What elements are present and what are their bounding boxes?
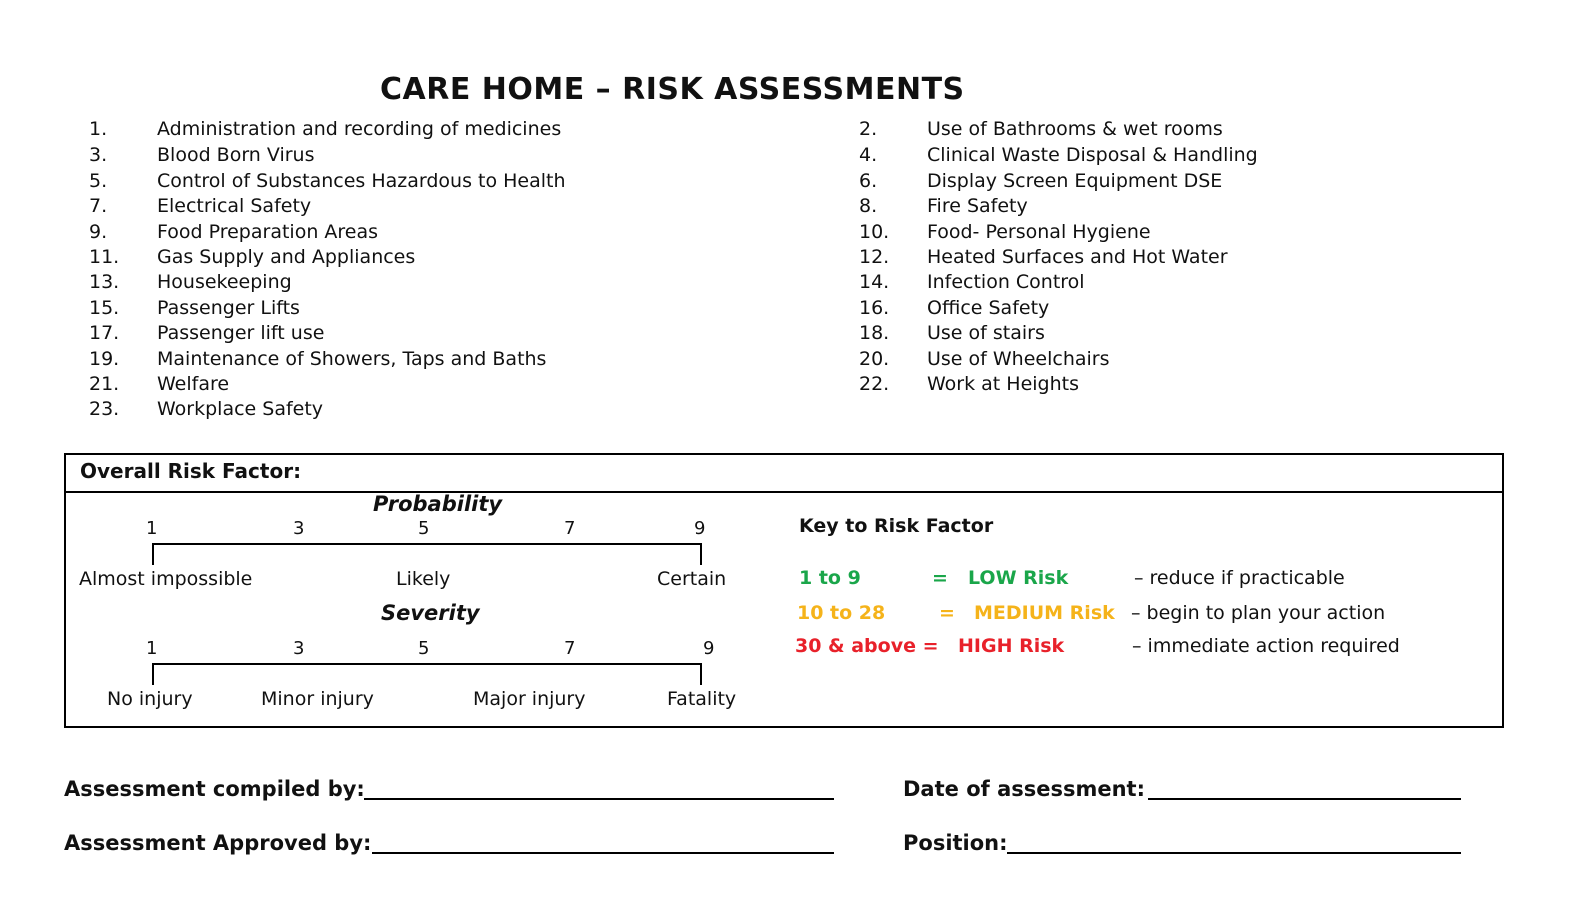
probability-tick: 7 bbox=[564, 518, 576, 539]
assessment-number: 12. bbox=[859, 246, 890, 268]
risk-key-equals: = bbox=[932, 567, 948, 589]
assessment-label: Use of Bathrooms & wet rooms bbox=[927, 118, 1223, 140]
risk-key-range: 1 to 9 bbox=[799, 567, 861, 589]
assessment-number: 23. bbox=[89, 398, 120, 420]
date-of-assessment-label: Date of assessment: bbox=[903, 777, 1145, 801]
severity-tick: 1 bbox=[146, 638, 158, 659]
risk-key-level: LOW Risk bbox=[968, 567, 1069, 589]
severity-scale-bracket bbox=[152, 663, 702, 685]
assessment-label: Passenger Lifts bbox=[157, 297, 300, 319]
approved-by-label: Assessment Approved by: bbox=[64, 831, 372, 855]
probability-tick: 3 bbox=[293, 518, 305, 539]
severity-tick: 3 bbox=[293, 638, 305, 659]
risk-key-action: – immediate action required bbox=[1132, 635, 1400, 657]
assessment-number: 5. bbox=[89, 170, 108, 192]
severity-descriptor: Minor injury bbox=[261, 688, 374, 710]
severity-descriptor: Major injury bbox=[473, 688, 586, 710]
severity-descriptor: Fatality bbox=[667, 688, 737, 710]
assessment-label: Food- Personal Hygiene bbox=[927, 221, 1151, 243]
assessment-number: 17. bbox=[89, 322, 120, 344]
page-title: CARE HOME – RISK ASSESSMENTS bbox=[380, 72, 965, 107]
assessment-number: 6. bbox=[859, 170, 878, 192]
assessment-number: 10. bbox=[859, 221, 890, 243]
severity-tick: 5 bbox=[418, 638, 430, 659]
assessment-label: Gas Supply and Appliances bbox=[157, 246, 416, 268]
risk-key-title: Key to Risk Factor bbox=[799, 515, 994, 537]
risk-factor-heading: Overall Risk Factor: bbox=[80, 459, 302, 483]
compiled-by-field[interactable] bbox=[364, 798, 834, 800]
probability-title: Probability bbox=[373, 492, 503, 516]
assessment-label: Fire Safety bbox=[927, 195, 1028, 217]
assessment-label: Maintenance of Showers, Taps and Baths bbox=[157, 348, 547, 370]
assessment-label: Electrical Safety bbox=[157, 195, 312, 217]
assessment-label: Control of Substances Hazardous to Health bbox=[157, 170, 566, 192]
risk-factor-header bbox=[66, 455, 1502, 493]
position-label: Position: bbox=[903, 831, 1008, 855]
assessment-label: Workplace Safety bbox=[157, 398, 324, 420]
assessment-number: 4. bbox=[859, 144, 878, 166]
assessment-label: Heated Surfaces and Hot Water bbox=[927, 246, 1228, 268]
risk-key-equals: = bbox=[939, 602, 955, 624]
assessment-number: 18. bbox=[859, 322, 890, 344]
assessment-label: Passenger lift use bbox=[157, 322, 325, 344]
assessment-number: 8. bbox=[859, 195, 878, 217]
risk-key-level: MEDIUM Risk bbox=[974, 602, 1115, 624]
assessment-number: 16. bbox=[859, 297, 890, 319]
probability-tick: 9 bbox=[694, 518, 706, 539]
assessment-label: Display Screen Equipment DSE bbox=[927, 170, 1223, 192]
assessment-label: Blood Born Virus bbox=[157, 144, 315, 166]
probability-descriptor: Almost impossible bbox=[79, 568, 253, 590]
date-of-assessment-field[interactable] bbox=[1148, 798, 1461, 800]
position-field[interactable] bbox=[1007, 852, 1461, 854]
probability-scale-bracket bbox=[152, 543, 702, 565]
probability-descriptor: Certain bbox=[657, 568, 727, 590]
assessment-label: Use of stairs bbox=[927, 322, 1045, 344]
compiled-by-label: Assessment compiled by: bbox=[64, 777, 365, 801]
assessment-number: 15. bbox=[89, 297, 120, 319]
assessment-number: 7. bbox=[89, 195, 108, 217]
severity-tick: 7 bbox=[564, 638, 576, 659]
assessment-label: Infection Control bbox=[927, 271, 1085, 293]
assessment-label: Housekeeping bbox=[157, 271, 292, 293]
assessment-number: 2. bbox=[859, 118, 878, 140]
assessment-number: 9. bbox=[89, 221, 108, 243]
risk-key-action: – reduce if practicable bbox=[1134, 567, 1345, 589]
approved-by-field[interactable] bbox=[372, 852, 834, 854]
probability-descriptor: Likely bbox=[396, 568, 451, 590]
assessment-number: 21. bbox=[89, 373, 120, 395]
assessment-number: 20. bbox=[859, 348, 890, 370]
assessment-number: 3. bbox=[89, 144, 108, 166]
assessment-number: 14. bbox=[859, 271, 890, 293]
assessment-number: 11. bbox=[89, 246, 120, 268]
assessment-label: Office Safety bbox=[927, 297, 1050, 319]
assessment-number: 19. bbox=[89, 348, 120, 370]
severity-tick: 9 bbox=[703, 638, 715, 659]
probability-tick: 1 bbox=[146, 518, 158, 539]
risk-key-level: HIGH Risk bbox=[958, 635, 1065, 657]
assessment-number: 1. bbox=[89, 118, 108, 140]
risk-factor-panel bbox=[64, 453, 1504, 728]
assessment-number: 13. bbox=[89, 271, 120, 293]
assessment-label: Use of Wheelchairs bbox=[927, 348, 1110, 370]
risk-key-range: 10 to 28 bbox=[797, 602, 886, 624]
assessment-label: Welfare bbox=[157, 373, 230, 395]
assessment-label: Clinical Waste Disposal & Handling bbox=[927, 144, 1258, 166]
assessment-number: 22. bbox=[859, 373, 890, 395]
severity-title: Severity bbox=[381, 601, 480, 625]
probability-tick: 5 bbox=[418, 518, 430, 539]
risk-key-action: – begin to plan your action bbox=[1131, 602, 1386, 624]
assessment-label: Work at Heights bbox=[927, 373, 1079, 395]
risk-key-range: 30 & above = bbox=[795, 635, 939, 657]
assessment-label: Administration and recording of medicines bbox=[157, 118, 562, 140]
assessment-label: Food Preparation Areas bbox=[157, 221, 379, 243]
severity-descriptor: No injury bbox=[107, 688, 193, 710]
